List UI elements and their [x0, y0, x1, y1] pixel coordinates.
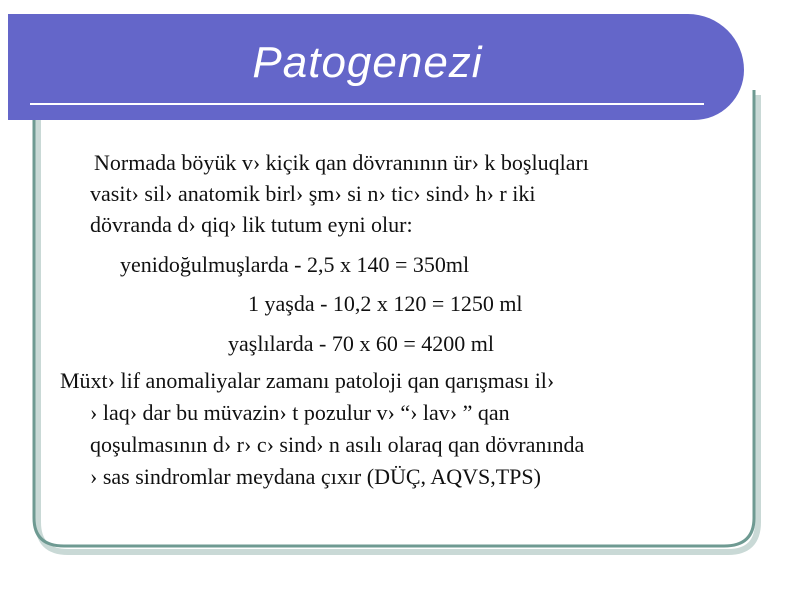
page-title: Patogenezi	[252, 38, 483, 87]
volume-one-year: 1 yaşda - 10,2 x 120 = 1250 ml	[248, 291, 523, 316]
paragraph2-line4: › sas sindromlar meydana çıxır (DÜÇ, AQVS,TPS)	[90, 464, 541, 489]
paragraph2-line1: Müxt› lif anomaliyalar zamanı patoloji qan qarışması il›	[60, 368, 555, 393]
paragraph1-line3: dövranda d› qiq› lik tutum eyni olur:	[90, 212, 413, 237]
volume-elderly: yaşlılarda - 70 x 60 = 4200 ml	[228, 331, 494, 356]
volume-newborn: yenidoğulmuşlarda - 2,5 x 140 = 350ml	[120, 252, 470, 277]
paragraph2-line2: › laq› dar bu müvazin› t pozulur v› “› lav› ” qan	[90, 400, 510, 425]
paragraph1-line1: Normada böyük v› kiçik qan dövranının ür› k boşluqları	[94, 150, 589, 175]
paragraph2-line3: qoşulmasının d› r› c› sind› n asılı olaraq qan dövranında	[90, 432, 585, 457]
paragraph1-line2: vasit› sil› anatomik birl› şm› si n› tic› sind› h› r iki	[90, 181, 536, 206]
